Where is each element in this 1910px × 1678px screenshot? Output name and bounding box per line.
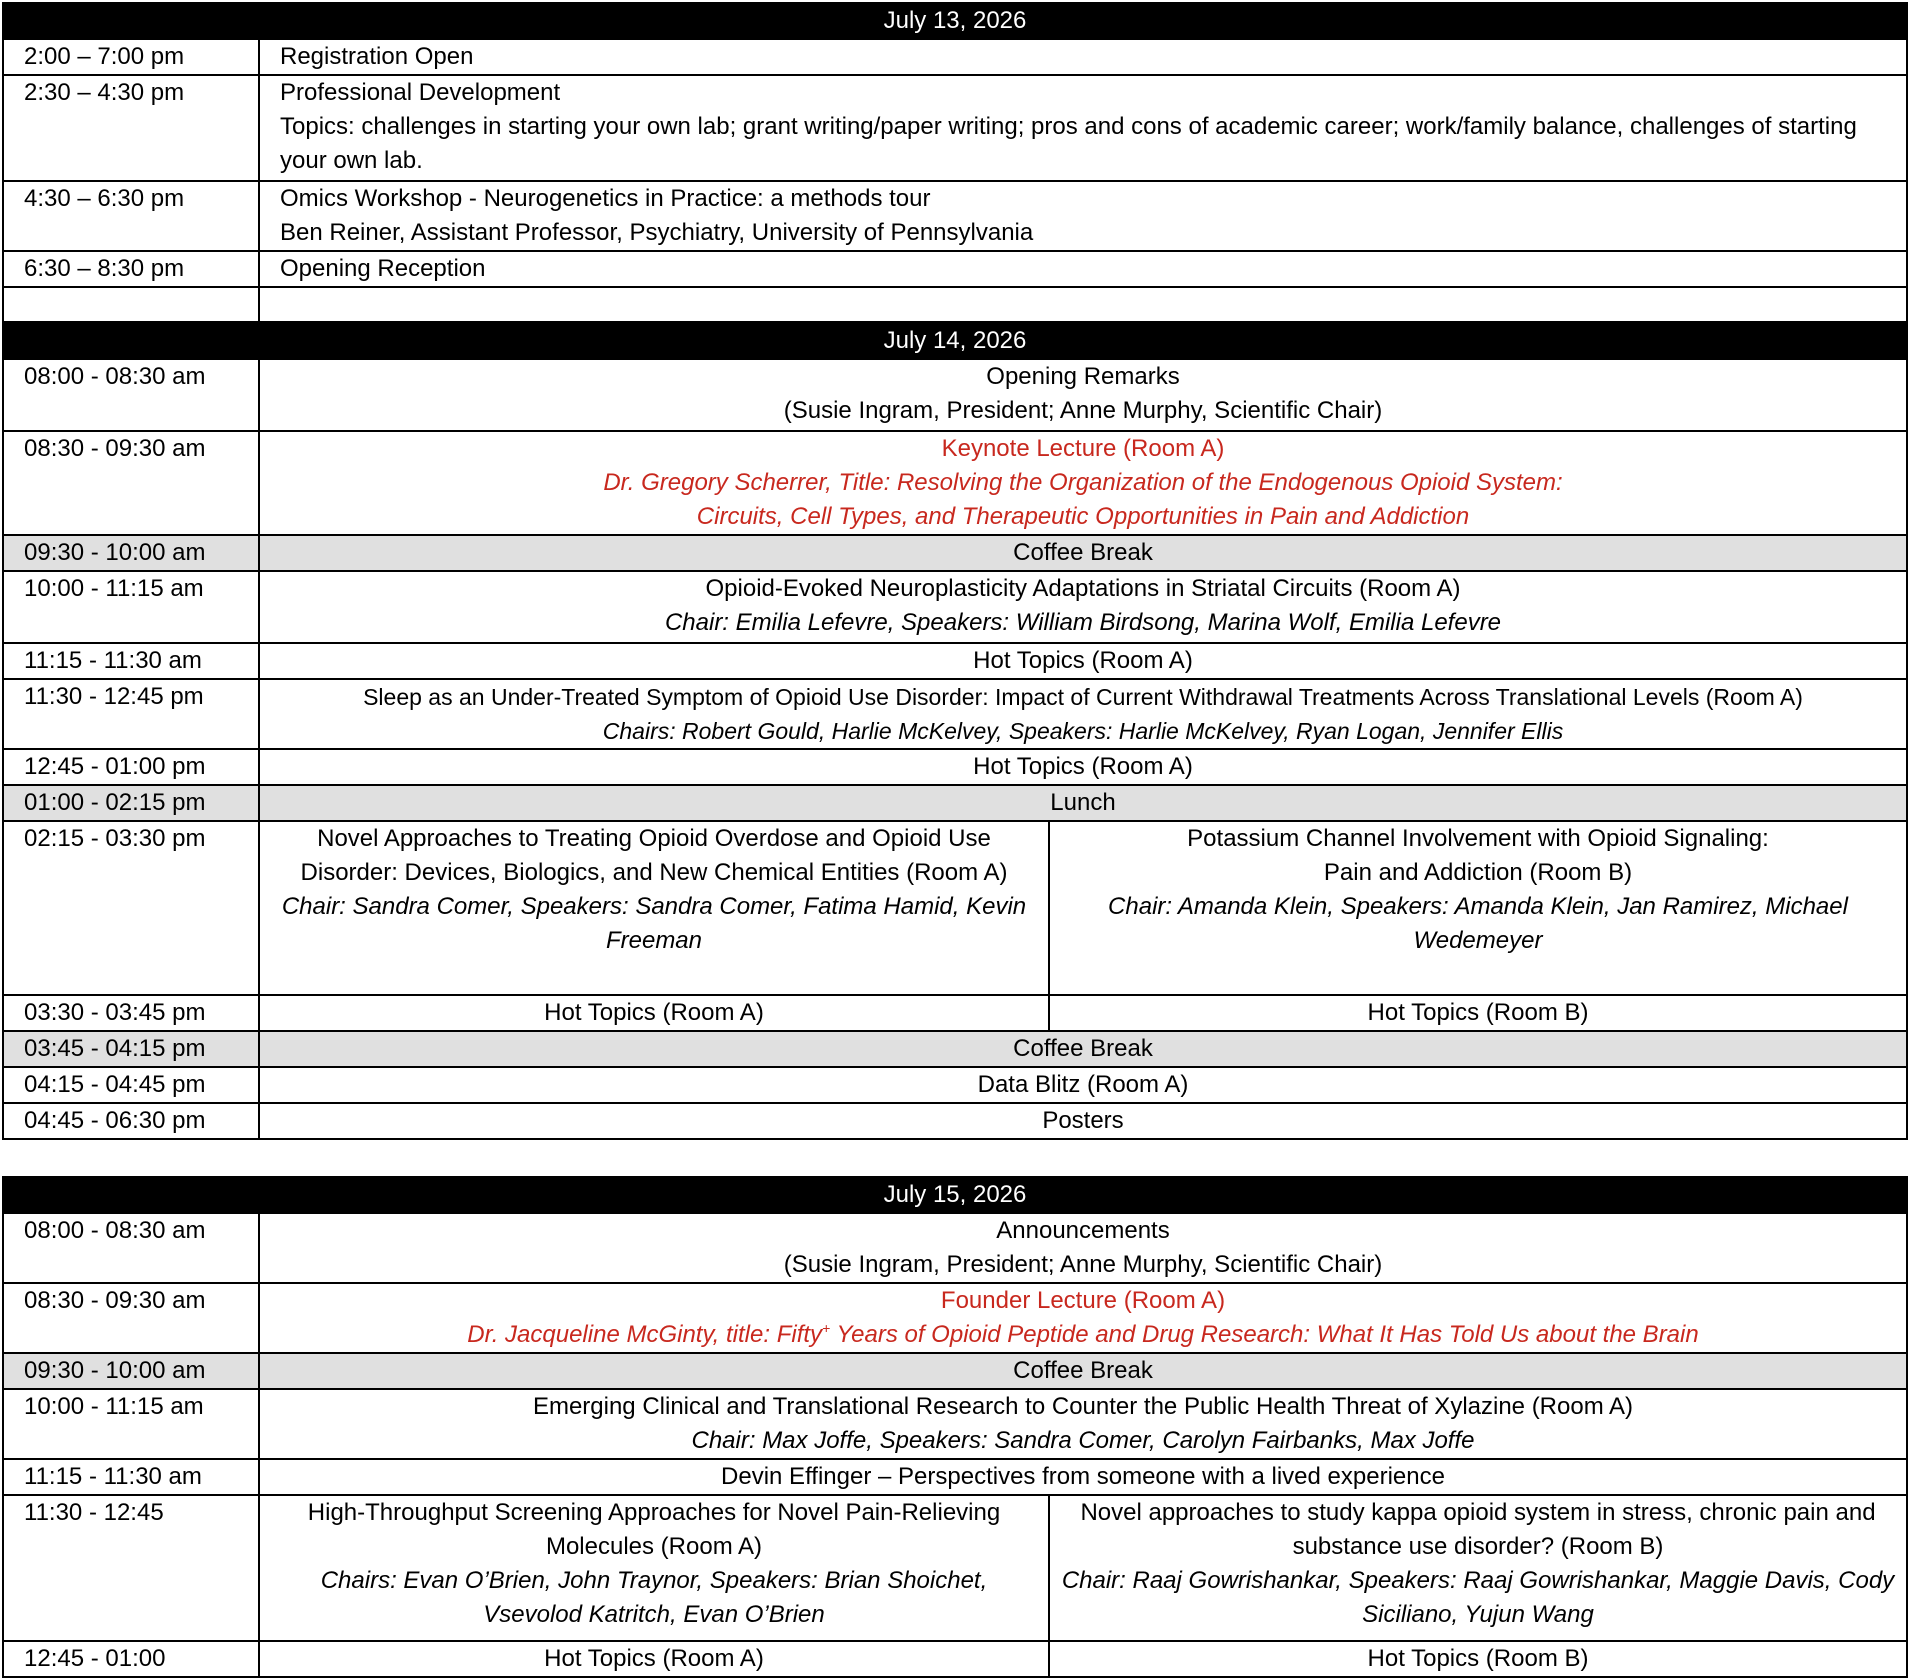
session-speaker: Ben Reiner, Assistant Professor, Psychiatry, University of Pennsylvania: [280, 219, 1034, 246]
day-header: [3, 323, 1907, 359]
time-slot: 11:15 - 11:30 am: [3, 1459, 259, 1495]
session-chairs: Chairs: Robert Gould, Harlie McKelvey, Speakers: Harlie McKelvey, Ryan Logan, Jennifer Ellis: [602, 718, 1564, 744]
schedule-row: [3, 749, 1907, 785]
subtitle-part: Dr. Jacqueline McGinty, title: Fifty: [467, 1321, 823, 1348]
schedule-row: [3, 39, 1907, 75]
schedule-table-july-14: [2, 322, 1908, 1140]
time-slot: 04:15 - 04:45 pm: [3, 1067, 259, 1103]
schedule-row: [3, 679, 1907, 749]
time-slot: 12:45 - 01:00: [3, 1641, 259, 1677]
session-cell-room-a: [259, 1495, 1049, 1641]
session-chairs: Chair: Amanda Klein, Speakers: Amanda Klein, Jan Ramirez, Michael Wedemeyer: [1108, 893, 1848, 954]
time-slot: 08:00 - 08:30 am: [3, 1213, 259, 1283]
day-date: July 13, 2026: [3, 3, 1907, 39]
day-date: July 15, 2026: [3, 1177, 1907, 1213]
time-slot: 03:30 - 03:45 pm: [3, 995, 259, 1031]
schedule-row: [3, 251, 1907, 287]
schedule-row: [3, 1067, 1907, 1103]
session-title: Registration Open: [280, 43, 474, 70]
session-title: Hot Topics (Room A): [259, 643, 1907, 679]
day-july-15: [2, 1176, 1908, 1678]
session-subtitle: (Susie Ingram, President; Anne Murphy, Scientific Chair): [783, 397, 1383, 424]
session-title: Data Blitz (Room A): [259, 1067, 1907, 1103]
session-subtitle: (Susie Ingram, President; Anne Murphy, Scientific Chair): [783, 1251, 1383, 1278]
session-topics: Topics: challenges in starting your own lab; grant writing/paper writing; pros and cons of academic career; work/family balance, challenges of starting your own lab.: [280, 113, 1857, 174]
session-cell: [259, 679, 1907, 749]
session-title: Hot Topics (Room A): [259, 995, 1049, 1031]
time-slot: 04:45 - 06:30 pm: [3, 1103, 259, 1139]
session-cell: [259, 571, 1907, 643]
session-title: Hot Topics (Room A): [259, 749, 1907, 785]
schedule-row: [3, 995, 1907, 1031]
empty-cell: [259, 287, 1907, 322]
session-title: Keynote Lecture (Room A): [941, 435, 1225, 462]
schedule-row: [3, 1213, 1907, 1283]
session-title: Founder Lecture (Room A): [940, 1287, 1226, 1314]
session-title: Novel Approaches to Treating Opioid Overdose and Opioid Use Disorder: Devices, Biologics, and New Chemical Entities (Room A): [300, 825, 1008, 886]
time-slot: 08:00 - 08:30 am: [3, 359, 259, 431]
session-cell: [259, 251, 1907, 287]
time-slot: 4:30 – 6:30 pm: [3, 181, 259, 251]
session-title: Potassium Channel Involvement with Opioid Signaling:: [1187, 825, 1769, 852]
founder-lecture-cell: [259, 1283, 1907, 1353]
break-row: [3, 535, 1907, 571]
day-july-13: [2, 2, 1908, 323]
time-slot: 11:15 - 11:30 am: [3, 643, 259, 679]
session-subtitle: Circuits, Cell Types, and Therapeutic Opportunities in Pain and Addiction: [696, 503, 1470, 530]
day-header: [3, 1177, 1907, 1213]
session-chairs: Chair: Emilia Lefevre, Speakers: William Birdsong, Marina Wolf, Emilia Lefevre: [664, 609, 1502, 636]
time-slot: 08:30 - 09:30 am: [3, 1283, 259, 1353]
session-cell-room-b: [1049, 821, 1907, 995]
session-title: Hot Topics (Room B): [1049, 1641, 1907, 1677]
time-slot: 09:30 - 10:00 am: [3, 1353, 259, 1389]
empty-row: [3, 287, 1907, 322]
session-subtitle: [268, 1318, 1898, 1352]
time-slot: 11:30 - 12:45 pm: [3, 679, 259, 749]
session-chairs: Chair: Sandra Comer, Speakers: Sandra Comer, Fatima Hamid, Kevin Freeman: [281, 893, 1027, 954]
session-title: Hot Topics (Room B): [1049, 995, 1907, 1031]
session-title: High-Throughput Screening Approaches for Novel Pain-Relieving Molecules (Room A): [307, 1499, 1001, 1560]
superscript-plus: +: [822, 1320, 831, 1336]
session-title: Lunch: [259, 785, 1907, 821]
session-cell-room-b: [1049, 1495, 1907, 1641]
session-title: Opening Reception: [280, 255, 486, 282]
session-title: Sleep as an Under-Treated Symptom of Opioid Use Disorder: Impact of Current Withdrawal Treatments Across Translational Levels (Room A): [363, 684, 1803, 710]
time-slot: 2:30 – 4:30 pm: [3, 75, 259, 181]
session-cell: [259, 39, 1907, 75]
break-row: [3, 1353, 1907, 1389]
session-title: Professional Development: [280, 79, 561, 106]
time-slot: 10:00 - 11:15 am: [3, 571, 259, 643]
session-chairs: Chair: Max Joffe, Speakers: Sandra Comer, Carolyn Fairbanks, Max Joffe: [691, 1427, 1475, 1454]
schedule-table-july-13: [2, 2, 1908, 323]
session-title: Emerging Clinical and Translational Research to Counter the Public Health Threat of Xylazine (Room A): [532, 1393, 1634, 1420]
session-cell: [259, 359, 1907, 431]
session-cell: [259, 1389, 1907, 1459]
session-chairs: Chair: Raaj Gowrishankar, Speakers: Raaj Gowrishankar, Maggie Davis, Cody Siciliano, Yujun Wang: [1061, 1567, 1895, 1628]
session-title: Coffee Break: [259, 535, 1907, 571]
time-slot: 09:30 - 10:00 am: [3, 535, 259, 571]
time-slot: 2:00 – 7:00 pm: [3, 39, 259, 75]
session-chairs: Chairs: Evan O’Brien, John Traynor, Speakers: Brian Shoichet, Vsevolod Katritch, Evan O’Brien: [320, 1567, 988, 1628]
session-title: Posters: [259, 1103, 1907, 1139]
time-slot: 6:30 – 8:30 pm: [3, 251, 259, 287]
break-row: [3, 785, 1907, 821]
session-title: Coffee Break: [259, 1353, 1907, 1389]
empty-cell: [3, 287, 259, 322]
session-subtitle: Dr. Gregory Scherrer, Title: Resolving the Organization of the Endogenous Opioid System:: [603, 469, 1563, 496]
session-title: Novel approaches to study kappa opioid system in stress, chronic pain and substance use disorder? (Room B): [1080, 1499, 1876, 1560]
session-cell-room-a: [259, 821, 1049, 995]
subtitle-part: Years of Opioid Peptide and Drug Research: What It Has Told Us about the Brain: [830, 1321, 1699, 1348]
schedule-row: [3, 1283, 1907, 1353]
session-title: Hot Topics (Room A): [259, 1641, 1049, 1677]
time-slot: 11:30 - 12:45: [3, 1495, 259, 1641]
schedule-row: [3, 359, 1907, 431]
session-title: Devin Effinger – Perspectives from someone with a lived experience: [259, 1459, 1907, 1495]
schedule-row: [3, 1495, 1907, 1641]
schedule-row: [3, 431, 1907, 535]
day-header: [3, 3, 1907, 39]
schedule-row: [3, 821, 1907, 995]
time-slot: 12:45 - 01:00 pm: [3, 749, 259, 785]
time-slot: 10:00 - 11:15 am: [3, 1389, 259, 1459]
schedule-row: [3, 1641, 1907, 1677]
time-slot: 03:45 - 04:15 pm: [3, 1031, 259, 1067]
session-cell: [259, 1213, 1907, 1283]
session-title: Opening Remarks: [986, 363, 1180, 390]
schedule-row: [3, 643, 1907, 679]
keynote-cell: [259, 431, 1907, 535]
schedule-row: [3, 75, 1907, 181]
session-title: Omics Workshop - Neurogenetics in Practice: a methods tour: [280, 185, 931, 212]
schedule-table-july-15: [2, 1176, 1908, 1678]
session-title: Announcements: [996, 1217, 1170, 1244]
time-slot: 01:00 - 02:15 pm: [3, 785, 259, 821]
session-title: Opioid-Evoked Neuroplasticity Adaptations in Striatal Circuits (Room A): [705, 575, 1461, 602]
day-july-14: [2, 322, 1908, 1140]
session-title: Coffee Break: [259, 1031, 1907, 1067]
day-date: July 14, 2026: [3, 323, 1907, 359]
session-cell: [259, 75, 1907, 181]
schedule-row: [3, 571, 1907, 643]
break-row: [3, 1031, 1907, 1067]
session-title: Pain and Addiction (Room B): [1323, 859, 1633, 886]
schedule-row: [3, 1389, 1907, 1459]
schedule-row: [3, 181, 1907, 251]
time-slot: 02:15 - 03:30 pm: [3, 821, 259, 995]
session-cell: [259, 181, 1907, 251]
schedule-row: [3, 1103, 1907, 1139]
time-slot: 08:30 - 09:30 am: [3, 431, 259, 535]
schedule-row: [3, 1459, 1907, 1495]
